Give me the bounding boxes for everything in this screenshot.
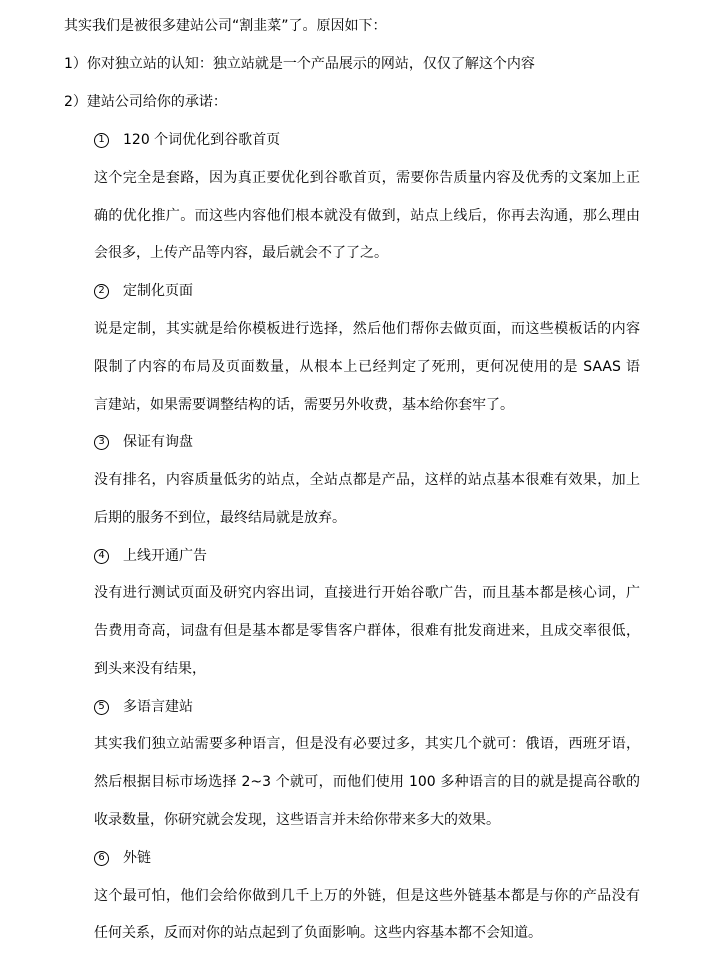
point-2-text: 2）建站公司给你的承诺： (64, 94, 227, 110)
item-2-title: 定制化页面 (123, 283, 193, 299)
item-2-line-2: 限制了内容的布局及页面数量，从根本上已经判定了死刑，更何况使用的是 SAAS 语 (94, 359, 640, 375)
item-4-line-2: 告费用奇高，词盘有但是基本都是零售客户群体，很难有批发商进来，且成交率很低， (94, 623, 640, 639)
item-4-heading (94, 546, 207, 566)
item-6-heading (94, 848, 151, 868)
item-4-line-3: 到头来没有结果， (94, 661, 206, 677)
item-4-title: 上线开通广告 (123, 548, 207, 564)
item-2-heading (94, 281, 193, 301)
item-5-line-1: 其实我们独立站需要多种语言，但是没有必要过多，其实几个就可：俄语，西班牙语， (94, 736, 640, 752)
item-5-line-2: 然后根据目标市场选择 2~3 个就可，而他们使用 100 多种语言的目的就是提高谷歌的 (94, 774, 640, 790)
item-3-line-2: 后期的服务不到位，最终结局就是放弃。 (94, 510, 346, 526)
item-5-title: 多语言建站 (123, 699, 193, 715)
item-2-line-1: 说是定制，其实就是给你模板进行选择，然后他们帮你去做页面，而这些模板话的内容 (94, 321, 640, 337)
circled-number-6: 6 (94, 851, 109, 866)
item-1-line-3: 会很多，上传产品等内容，最后就会不了了之。 (94, 245, 388, 261)
item-5-line-3: 收录数量，你研究就会发现，这些语言并未给你带来多大的效果。 (94, 812, 500, 828)
item-3-title: 保证有询盘 (123, 434, 193, 450)
circled-number-5: 5 (94, 700, 109, 715)
intro-text: 其实我们是被很多建站公司“割韭菜”了。原因如下： (64, 18, 387, 34)
item-6-line-1: 这个最可怕，他们会给你做到几千上万的外链，但是这些外链基本都是与你的产品没有 (94, 888, 640, 904)
item-6-line-2: 任何关系，反而对你的站点起到了负面影响。这些内容基本都不会知道。 (94, 925, 542, 941)
circled-number-2: 2 (94, 284, 109, 299)
item-2-line-3: 言建站，如果需要调整结构的话，需要另外收费，基本给你套牢了。 (94, 397, 514, 413)
circled-number-3: 3 (94, 435, 109, 450)
item-1-heading (94, 130, 280, 150)
item-1-line-1: 这个完全是套路，因为真正要优化到谷歌首页，需要你告质量内容及优秀的文案加上正 (94, 170, 640, 186)
item-1-title: 120 个词优化到谷歌首页 (123, 132, 281, 148)
circled-number-4: 4 (94, 549, 109, 564)
item-6-title: 外链 (123, 850, 151, 866)
point-1-text: 1）你对独立站的认知：独立站就是一个产品展示的网站，仅仅了解这个内容 (64, 56, 535, 72)
item-5-heading (94, 697, 193, 717)
item-3-line-1: 没有排名，内容质量低劣的站点，全站点都是产品，这样的站点基本很难有效果，加上 (94, 472, 640, 488)
item-1-line-2: 确的优化推广。而这些内容他们根本就没有做到，站点上线后，你再去沟通，那么理由 (94, 208, 640, 224)
item-4-line-1: 没有进行测试页面及研究内容出词，直接进行开始谷歌广告，而且基本都是核心词，广 (94, 585, 640, 601)
item-3-heading (94, 432, 193, 452)
circled-number-1: 1 (94, 133, 109, 148)
